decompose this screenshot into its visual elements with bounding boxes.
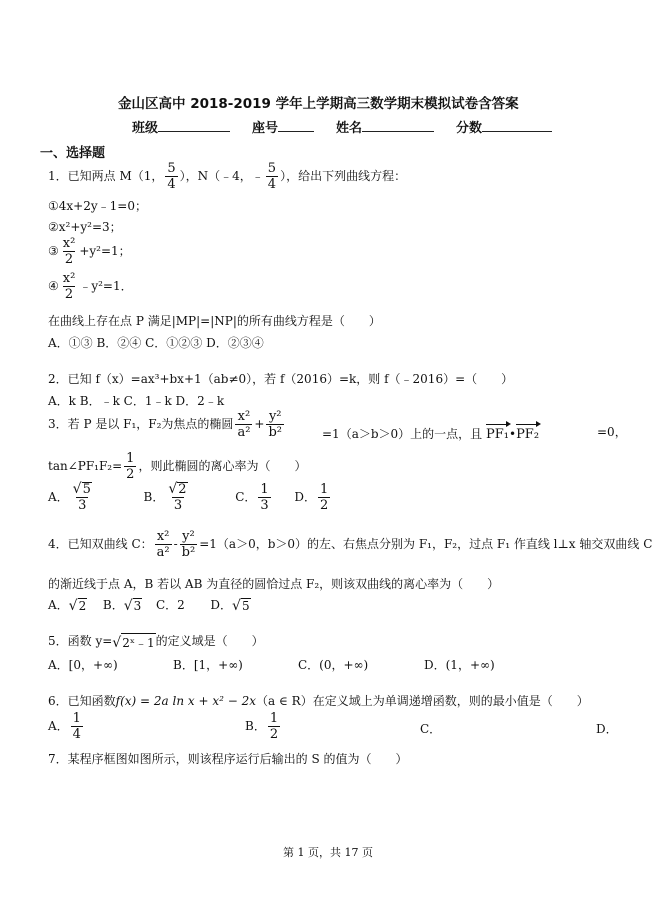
q4-option-b: B．√3 [102,597,142,614]
info-line [132,117,552,136]
q3-option-a: A． $\frac{√5}{3}$ [48,481,91,513]
q7-stem: 7．某程序框图如图所示，则该程序运行后输出的 S 的值为（ ） [48,752,408,766]
q3-option-c: C． $\frac{1}{3}$ [235,481,269,513]
q1-curve-3: ③ $\frac{\text{x²}}{2}$ +y²=1； [48,236,131,267]
q1-curve-1: ①4x+2y﹣1=0； [48,199,147,213]
q6-option-d: D． [596,722,618,736]
name-label: 姓名 [336,121,363,136]
q1-options: A．①③ B．②④ C．①②③ D．②③④ [48,336,264,350]
q4-stem: 4．已知双曲线 C： $\frac{\text{x²}}{\text{a²}}$ - $\frac{\text{y²}}{\text{b²}}$ =1（a＞0，b＞0）的左、右焦点分别为 F₁，F₂，过点 F₁ 作直线 l⊥x 轴交双曲线 C [48,529,653,560]
q1-stem: 1．已知两点 M（1， $\frac{5}{4}$ ），N（﹣4，﹣ $\frac{5}{4}$ ），给出下列曲线方程： [48,161,407,192]
q5-option-d: D．(1，+∞) [424,658,495,672]
q4-line2: 的渐近线于点 A，B 若以 AB 为直径的圆恰过点 F₂，则该双曲线的离心率为（ ） [48,577,500,591]
page-title: 金山区高中 2018-2019 学年上学期高三数学期末模拟试卷含答案 [118,96,519,112]
q1-question: 在曲线上存在点 P 满足|MP|=|NP|的所有曲线方程是（ ） [48,314,381,328]
class-label: 班级 [132,121,159,136]
q3-stem-c: =0， [597,425,627,439]
q3-stem-b: =1（a＞b＞0）上的一点，且 PF₁•PF₂ [322,423,539,442]
q3-stem: 3．若 P 是以 F₁，F₂为焦点的椭圆 $\frac{\text{x²}}{\text{a²}}$ + $\frac{\text{y²}}{\text{b²}}$ [48,409,283,440]
q6-option-c: C． [420,722,442,736]
q4-options [48,596,251,614]
q4-option-a: A．√2 [48,597,87,614]
q6-option-b: B． $\frac{1}{2}$ [245,711,279,742]
page-footer: 第 1 页，共 17 页 [283,846,373,859]
q4-option-d: D．√5 [210,597,250,614]
seat-blank[interactable] [278,117,314,132]
q6-option-a: A． $\frac{1}{4}$ [48,711,81,742]
q3-option-d: D． $\frac{1}{2}$ [294,481,329,513]
score-label: 分数 [456,121,483,136]
q1-frac-m: $\frac{5}{4}$ [167,161,176,192]
q1-frac-n: $\frac{5}{4}$ [267,161,277,192]
q2-stem: 2．已知 f（x）=ax³+bx+1（ab≠0），若 f（2016）=k，则 f（﹣2016）=（ ） [48,372,514,386]
q3-vector-pf1: PF₁ [486,423,509,442]
score-blank[interactable] [482,117,552,132]
q2-options: A．k B．﹣k C．1﹣k D．2﹣k [48,394,225,408]
q3-option-b: B． $\frac{√2}{3}$ [143,481,187,513]
q5-stem: 5．函数 y=√2ˣ﹣1的定义域是（ ） [48,634,264,651]
q1-curve-2: ②x²+y²=3； [48,220,122,234]
q3-line2: tan∠PF₁F₂= $\frac{1}{2}$ ，则此椭圆的离心率为（ ） [48,451,307,482]
name-blank[interactable] [362,117,434,132]
q5-option-b: B．[1，+∞) [173,658,243,672]
q5-option-a: A．[0，+∞) [48,658,118,672]
q1-curve-4: ④ $\frac{\text{x²}}{2}$ ﹣y²=1． [48,271,133,302]
class-blank[interactable] [158,117,230,132]
seat-label: 座号 [252,121,279,136]
section-title: 一、选择题 [40,146,106,161]
q6-stem: 6．已知函数f(x) = 2a ln x + x² − 2x（a ∈ R）在定义域上为单调递增函数，则的最小值是（ ） [48,694,589,708]
q4-option-c: C．2 [155,598,185,612]
q5-option-c: C．(0，+∞) [298,658,369,672]
q3-vector-pf2: PF₂ [516,423,539,442]
q3-options [48,482,332,512]
